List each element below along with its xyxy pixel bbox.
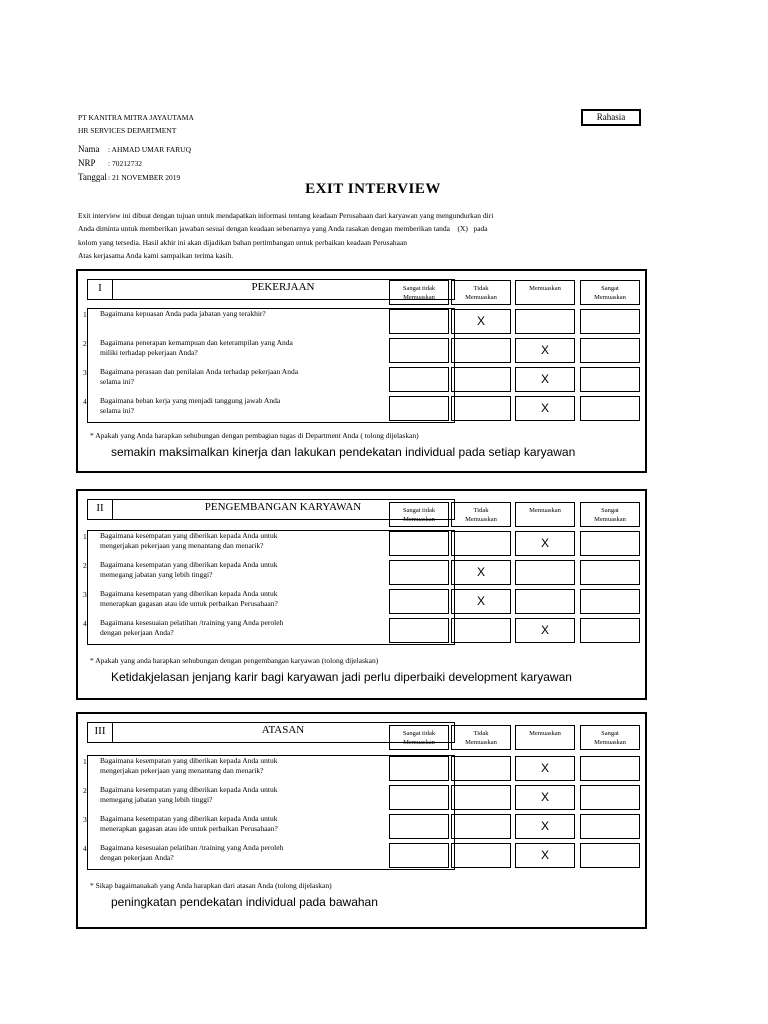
section-title: ATASAN bbox=[261, 724, 305, 736]
x-mark: X bbox=[540, 819, 549, 833]
question-text bbox=[100, 589, 340, 609]
rating-checkbox[interactable] bbox=[515, 843, 575, 868]
section-number: II bbox=[88, 500, 113, 519]
question-number: 3 bbox=[83, 815, 87, 824]
column-header bbox=[515, 280, 575, 305]
answer-text[interactable]: Ketidakjelasan jenjang karir bagi karyawan jadi perlu diperbaiki development karyawan bbox=[111, 670, 572, 684]
rating-checkbox[interactable] bbox=[580, 367, 640, 392]
column-header bbox=[451, 725, 511, 750]
column-header-line-1: Sangat bbox=[601, 285, 619, 292]
rating-checkbox[interactable] bbox=[451, 618, 511, 643]
rating-checkbox[interactable] bbox=[515, 756, 575, 781]
column-header-line-2: Memuaskan bbox=[594, 739, 626, 746]
column-header-line-2: Memuaskan bbox=[465, 739, 497, 746]
rating-checkbox[interactable] bbox=[515, 589, 575, 614]
column-header-line-1: Memuaskan bbox=[529, 507, 561, 514]
x-mark: X bbox=[476, 565, 485, 579]
rating-checkbox[interactable] bbox=[515, 814, 575, 839]
column-header-line-2: Memuaskan bbox=[465, 516, 497, 523]
intro-line-1: Exit interview ini dibuat dengan tujuan untuk mendapatkan informasi tentang keadaan Perusahaan dari karyawan yang mengundurkan diri bbox=[78, 211, 494, 220]
nrp-value: : 70212732 bbox=[108, 159, 142, 168]
column-header-line-1: Tidak bbox=[473, 730, 489, 737]
x-mark: X bbox=[476, 594, 485, 608]
x-mark: X bbox=[540, 343, 549, 357]
question-text bbox=[100, 814, 340, 834]
rating-checkbox[interactable] bbox=[580, 843, 640, 868]
question-number: 2 bbox=[83, 561, 87, 570]
question-text bbox=[100, 785, 340, 805]
column-header-line-2: Memuaskan bbox=[403, 516, 435, 523]
question-number: 3 bbox=[83, 590, 87, 599]
column-header-line-2: Memuaskan bbox=[594, 516, 626, 523]
column-header-line-2: Memuaskan bbox=[403, 739, 435, 746]
answer-text[interactable]: peningkatan pendekatan individual pada bawahan bbox=[111, 895, 378, 909]
rating-checkbox[interactable] bbox=[389, 396, 449, 421]
rating-checkbox[interactable] bbox=[389, 785, 449, 810]
answer-text[interactable]: semakin maksimalkan kinerja dan lakukan pendekatan individual pada setiap karyawan bbox=[111, 445, 576, 459]
question-line-2: mengerjakan pekerjaan yang menantang dan menarik? bbox=[100, 541, 264, 550]
rating-checkbox[interactable] bbox=[580, 396, 640, 421]
rating-checkbox[interactable] bbox=[389, 843, 449, 868]
column-header-line-1: Sangat bbox=[601, 730, 619, 737]
question-number: 4 bbox=[83, 397, 87, 406]
rating-checkbox[interactable] bbox=[580, 309, 640, 334]
question-prompt: * Apakah yang anda harapkan sehubungan dengan pengembangan karyawan (tolong dijelaskan) bbox=[90, 656, 379, 665]
rating-checkbox[interactable] bbox=[389, 618, 449, 643]
rating-checkbox[interactable] bbox=[451, 338, 511, 363]
column-header-line-2: Memuaskan bbox=[594, 294, 626, 301]
rating-checkbox[interactable] bbox=[389, 589, 449, 614]
question-line-1: Bagaimana beban kerja yang menjadi tanggung jawab Anda bbox=[100, 396, 281, 405]
rating-checkbox[interactable] bbox=[515, 309, 575, 334]
rating-checkbox[interactable] bbox=[580, 785, 640, 810]
column-header-line-2: Memuaskan bbox=[403, 294, 435, 301]
rating-checkbox[interactable] bbox=[515, 618, 575, 643]
column-header bbox=[580, 280, 640, 305]
column-header bbox=[389, 280, 449, 305]
question-number: 3 bbox=[83, 368, 87, 377]
question-line-2: miliki terhadap pekerjaan Anda? bbox=[100, 348, 198, 357]
section-pengembangan-karyawan bbox=[76, 489, 647, 700]
intro-line-4: Atas kerjasama Anda kami sampaikan terima kasih. bbox=[78, 251, 234, 260]
question-line-2: selama ini? bbox=[100, 406, 134, 415]
question-line-1: Bagaimana kesempatan yang diberikan kepada Anda untuk bbox=[100, 756, 278, 765]
column-header bbox=[580, 725, 640, 750]
question-line-2: memegang jabatan yang lebih tinggi? bbox=[100, 795, 213, 804]
question-line-2: dengan pekerjaan Anda? bbox=[100, 628, 174, 637]
question-text bbox=[100, 618, 340, 638]
rating-checkbox[interactable] bbox=[515, 531, 575, 556]
column-header-line-2: Memuaskan bbox=[465, 294, 497, 301]
department-name: HR SERVICES DEPARTMENT bbox=[78, 126, 177, 135]
rating-checkbox[interactable] bbox=[580, 531, 640, 556]
name-value: : AHMAD UMAR FARUQ bbox=[108, 145, 191, 154]
section-title: PENGEMBANGAN KARYAWAN bbox=[204, 501, 362, 513]
rating-checkbox[interactable] bbox=[580, 560, 640, 585]
rating-checkbox[interactable] bbox=[451, 785, 511, 810]
question-number: 1 bbox=[83, 532, 87, 541]
question-text bbox=[100, 338, 340, 358]
question-line-1: Bagaimana kesempatan yang diberikan kepada Anda untuk bbox=[100, 531, 278, 540]
column-header bbox=[451, 280, 511, 305]
x-mark: X bbox=[540, 790, 549, 804]
question-line-2: memegang jabatan yang lebih tinggi? bbox=[100, 570, 213, 579]
column-header-line-1: Sangat tidak bbox=[402, 285, 436, 292]
section-atasan bbox=[76, 712, 647, 929]
question-number: 1 bbox=[83, 757, 87, 766]
column-header-line-1: Memuaskan bbox=[529, 730, 561, 737]
column-header-line-1: Sangat bbox=[601, 507, 619, 514]
section-title: PEKERJAAN bbox=[251, 281, 315, 293]
rating-checkbox[interactable] bbox=[515, 785, 575, 810]
rating-checkbox[interactable] bbox=[515, 338, 575, 363]
question-prompt: * Apakah yang Anda harapkan sehubungan dengan pembagian tugas di Department Anda ( tolong dijelaskan) bbox=[90, 431, 419, 440]
intro-line-3: kolom yang tersedia. Hasil akhir ini akan dijadikan bahan pertimbangan untuk perbaikan keadaan Perusahaan bbox=[78, 238, 408, 247]
column-header bbox=[515, 502, 575, 527]
x-mark: X bbox=[540, 848, 549, 862]
rating-checkbox[interactable] bbox=[515, 396, 575, 421]
question-prompt: * Sikap bagaimanakah yang Anda harapkan dari atasan Anda (tolong dijelaskan) bbox=[90, 881, 332, 890]
company-name: PT KANITRA MITRA JAYAUTAMA bbox=[78, 113, 194, 122]
rating-checkbox[interactable] bbox=[389, 756, 449, 781]
rating-checkbox[interactable] bbox=[451, 589, 511, 614]
question-line-1: Bagaimana kesempatan yang diberikan kepada Anda untuk bbox=[100, 589, 278, 598]
rating-checkbox[interactable] bbox=[389, 309, 449, 334]
section-number: I bbox=[88, 280, 113, 299]
question-text bbox=[100, 309, 340, 319]
name-label: Nama bbox=[78, 144, 100, 154]
date-label: Tanggal bbox=[78, 172, 107, 182]
rating-checkbox[interactable] bbox=[451, 560, 511, 585]
question-line-2: menerapkan gagasan atau ide untuk perbaikan Perusahaan? bbox=[100, 824, 278, 833]
rating-checkbox[interactable] bbox=[580, 589, 640, 614]
rating-checkbox[interactable] bbox=[389, 560, 449, 585]
x-mark: X bbox=[540, 761, 549, 775]
rating-checkbox[interactable] bbox=[451, 309, 511, 334]
x-mark: X bbox=[540, 623, 549, 637]
question-text bbox=[100, 367, 340, 387]
x-mark: X bbox=[476, 314, 485, 328]
question-line-1: Bagaimana kesempatan yang diberikan kepada Anda untuk bbox=[100, 814, 278, 823]
rating-checkbox[interactable] bbox=[389, 531, 449, 556]
question-text bbox=[100, 531, 340, 551]
question-line-2: mengerjakan pekerjaan yang menantang dan menarik? bbox=[100, 766, 264, 775]
question-line-1: Bagaimana kesesuaian pelatihan /training yang Anda peroleh bbox=[100, 618, 284, 627]
nrp-label: NRP bbox=[78, 158, 96, 168]
question-line-1: Bagaimana kesesuaian pelatihan /training yang Anda peroleh bbox=[100, 843, 284, 852]
question-number: 1 bbox=[83, 310, 87, 319]
question-number: 2 bbox=[83, 786, 87, 795]
rating-checkbox[interactable] bbox=[580, 338, 640, 363]
confidential-label: Rahasia bbox=[581, 109, 641, 126]
column-header bbox=[515, 725, 575, 750]
question-line-1: Bagaimana perasaan dan penilaian Anda terhadap pekerjaan Anda bbox=[100, 367, 299, 376]
rating-checkbox[interactable] bbox=[451, 756, 511, 781]
rating-checkbox[interactable] bbox=[451, 531, 511, 556]
column-header-line-1: Memuaskan bbox=[529, 285, 561, 292]
question-text bbox=[100, 560, 340, 580]
question-line-1: Bagaimana kesempatan yang diberikan kepada Anda untuk bbox=[100, 560, 278, 569]
rating-checkbox[interactable] bbox=[389, 367, 449, 392]
question-line-1: Bagaimana penerapan kemampuan dan keterampilan yang Anda bbox=[100, 338, 293, 347]
rating-checkbox[interactable] bbox=[580, 756, 640, 781]
question-text bbox=[100, 843, 340, 863]
rating-checkbox[interactable] bbox=[451, 843, 511, 868]
column-header bbox=[580, 502, 640, 527]
question-text bbox=[100, 756, 340, 776]
question-number: 4 bbox=[83, 619, 87, 628]
column-header-line-1: Tidak bbox=[473, 507, 489, 514]
question-line-2: menerapkan gagasan atau ide untuk perbaikan Perusahaan? bbox=[100, 599, 278, 608]
rating-checkbox[interactable] bbox=[515, 560, 575, 585]
question-line-2: dengan pekerjaan Anda? bbox=[100, 853, 174, 862]
question-number: 4 bbox=[83, 844, 87, 853]
x-mark: X bbox=[540, 536, 549, 550]
rating-checkbox[interactable] bbox=[451, 367, 511, 392]
page-title: EXIT INTERVIEW bbox=[305, 181, 441, 197]
rating-checkbox[interactable] bbox=[515, 367, 575, 392]
rating-checkbox[interactable] bbox=[389, 814, 449, 839]
question-line-1: Bagaimana kepuasan Anda pada jabatan yang terakhir? bbox=[100, 309, 266, 318]
column-header bbox=[389, 502, 449, 527]
question-line-2: selama ini? bbox=[100, 377, 134, 386]
section-number: III bbox=[88, 723, 113, 742]
column-header-line-1: Tidak bbox=[473, 285, 489, 292]
question-number: 2 bbox=[83, 339, 87, 348]
question-line-1: Bagaimana kesempatan yang diberikan kepada Anda untuk bbox=[100, 785, 278, 794]
column-header-line-1: Sangat tidak bbox=[402, 730, 436, 737]
intro-line-2: Anda diminta untuk memberikan jawaban sesuai dengan keadaan sebenarnya yang Anda rasakan dengan memberikan tanda (X) pada bbox=[78, 224, 488, 233]
section-pekerjaan bbox=[76, 269, 647, 473]
column-header bbox=[451, 502, 511, 527]
date-value: : 21 NOVEMBER 2019 bbox=[108, 173, 181, 182]
rating-checkbox[interactable] bbox=[389, 338, 449, 363]
rating-checkbox[interactable] bbox=[580, 814, 640, 839]
x-mark: X bbox=[540, 401, 549, 415]
rating-checkbox[interactable] bbox=[451, 396, 511, 421]
x-mark: X bbox=[540, 372, 549, 386]
column-header bbox=[389, 725, 449, 750]
rating-checkbox[interactable] bbox=[451, 814, 511, 839]
column-header-line-1: Sangat tidak bbox=[402, 507, 436, 514]
rating-checkbox[interactable] bbox=[580, 618, 640, 643]
question-text bbox=[100, 396, 340, 416]
